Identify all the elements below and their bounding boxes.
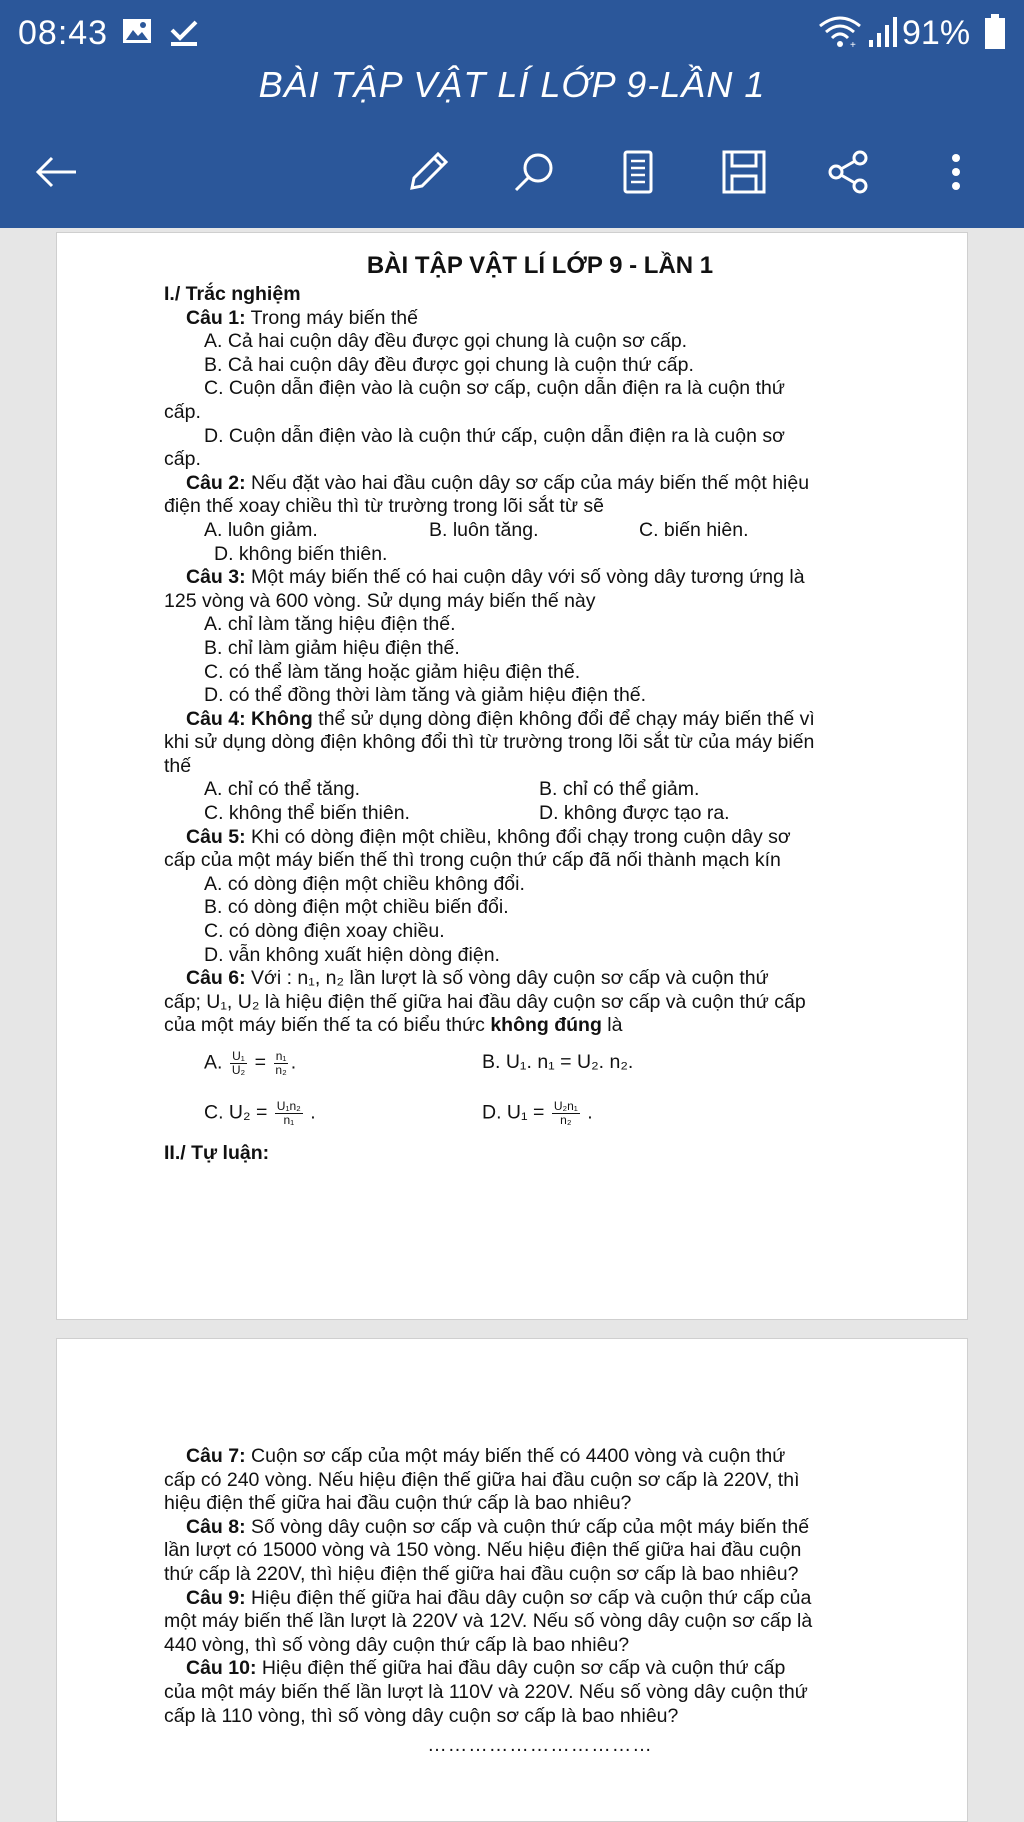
reading-view-button[interactable]: [602, 136, 674, 208]
signal-icon: [868, 16, 898, 48]
question-7: Câu 7: Cuộn sơ cấp của một máy biến thế có 4400 vòng và cuộn thứ: [186, 1445, 786, 1467]
question-9-cont2: 440 vòng, thì số vòng dây cuộn thứ cấp là bao nhiêu?: [164, 1633, 630, 1656]
q2-option-c: C. biến hiên.: [639, 518, 749, 541]
wifi-icon: [818, 14, 862, 50]
question-8-cont: lần lượt có 15000 vòng và 150 vòng. Nếu hiệu điện thế giữa hai đầu cuộn: [164, 1539, 802, 1562]
q3-option-a: A. chỉ làm tăng hiệu điện thế.: [204, 613, 456, 636]
question-label: Câu 6:: [186, 967, 246, 990]
battery-percent: 91%: [902, 14, 971, 52]
q6-option-a: A. $\frac{\text{U₁}}{\text{U₂}}$ = $\frac{\text{n₁}}{\text{n₂}}$ .: [204, 1048, 297, 1077]
save-icon: [720, 148, 768, 196]
question-1: Câu 1: Trong máy biến thế: [186, 306, 418, 329]
q5-option-c: C. có dòng điện xoay chiều.: [204, 920, 445, 943]
question-label: Câu 8:: [186, 1515, 246, 1538]
question-6-cont: cấp; U₁, U₂ là hiệu điện thế giữa hai đầu dây cuộn sơ cấp và cuộn thứ cấp: [164, 990, 806, 1013]
share-button[interactable]: [812, 136, 884, 208]
page-2-content: [164, 1445, 916, 1758]
question-10: Câu 10: Hiệu điện thế giữa hai đầu dây cuộn sơ cấp và cuộn thứ cấp: [186, 1657, 786, 1680]
document-page-2[interactable]: [56, 1338, 968, 1822]
more-vert-icon: [932, 148, 980, 196]
question-8-cont2: thứ cấp là 220V, thì hiệu điện thế giữa hai đầu cuộn sơ cấp là bao nhiêu?: [164, 1562, 799, 1585]
question-9: Câu 9: Hiệu điện thế giữa hai đầu dây cuộn sơ cấp và cuộn thứ cấp của: [186, 1586, 812, 1609]
question-label: Câu 10:: [186, 1657, 257, 1680]
question-7-cont: cấp có 240 vòng. Nếu hiệu điện thế giữa hai đầu cuộn sơ cấp là 220V, thì: [164, 1468, 800, 1491]
q6-options-row-2: [164, 1088, 916, 1138]
question-7-cont2: hiệu điện thế giữa hai đầu cuộn thứ cấp là bao nhiêu?: [164, 1492, 632, 1515]
download-done-icon: [168, 16, 200, 48]
question-label: Câu 2:: [186, 471, 246, 494]
q3-option-b: B. chỉ làm giảm hiệu điện thế.: [204, 636, 460, 659]
image-icon: [122, 18, 152, 44]
svg-text:+: +: [850, 40, 856, 50]
q1-option-d: D. Cuộn dẫn điện vào là cuộn thứ cấp, cuộn dẫn điện ra là cuộn sơ: [204, 424, 785, 447]
status-bar: [0, 0, 1024, 66]
q4-options-row-1: [164, 778, 916, 802]
fraction: $\frac{\text{U₁n₂}}{\text{n₁}}$: [276, 1098, 301, 1127]
question-2-cont: điện thế xoay chiều thì từ trường trong lõi sắt từ sẽ: [164, 495, 605, 518]
question-2: Câu 2: Nếu đặt vào hai đầu cuộn dây sơ cấp của máy biến thế một hiệu: [186, 471, 810, 494]
q1-option-b: B. Cả hai cuộn dây đều được gọi chung là cuộn thứ cấp.: [204, 353, 694, 376]
q5-option-d: D. vẫn không xuất hiện dòng điện.: [204, 943, 500, 966]
fraction: $\frac{\text{U₁}}{\text{U₂}}$: [231, 1048, 246, 1077]
document-page-1[interactable]: [56, 232, 968, 1320]
section-essay: II./ Tự luận:: [164, 1142, 270, 1164]
status-time: 08:43: [18, 14, 109, 52]
document-heading: BÀI TẬP VẬT LÍ LỚP 9 - LẦN 1: [366, 252, 714, 279]
q4-option-d: D. không được tạo ra.: [539, 802, 730, 825]
question-5: Câu 5: Khi có dòng điện một chiều, không đổi chạy trong cuộn dây sơ: [186, 825, 791, 848]
q4-option-a: A. chỉ có thể tăng.: [204, 778, 361, 801]
question-6-cont2: của một máy biến thế ta có biểu thức không đúng là: [164, 1014, 623, 1037]
page-1-content: [164, 251, 916, 1166]
q5-option-a: A. có dòng điện một chiều không đổi.: [204, 872, 525, 895]
question-3-cont: 125 vòng và 600 vòng. Sử dụng máy biến thế này: [164, 589, 596, 612]
question-5-cont: cấp của một máy biến thế thì trong cuộn thứ cấp đã nối thành mạch kín: [164, 849, 781, 872]
more-options-button[interactable]: [920, 136, 992, 208]
q4-option-b: B. chỉ có thể giảm.: [539, 778, 700, 801]
question-10-cont: của một máy biến thế lần lượt là 110V và 220V. Nếu số vòng dây cuộn thứ: [164, 1680, 808, 1703]
q4-options-row-2: [164, 802, 916, 826]
question-label: Câu 1:: [186, 306, 246, 329]
q2-option-d: D. không biến thiên.: [214, 542, 388, 565]
question-6: Câu 6: Với : n₁, n₂ lần lượt là số vòng dây cuộn sơ cấp và cuộn thứ: [186, 967, 769, 990]
q6-options-row-1: [164, 1038, 916, 1088]
fraction: $\frac{\text{U₂n₁}}{\text{n₂}}$: [553, 1098, 578, 1127]
share-icon: [824, 148, 872, 196]
app-bar: [0, 0, 1024, 228]
read-mode-icon: [614, 148, 662, 196]
question-3: Câu 3: Một máy biến thế có hai cuộn dây với số vòng dây tương ứng là: [186, 566, 805, 589]
q2-option-a: A. luôn giảm.: [204, 518, 318, 541]
q6-option-c: C. U₂ = $\frac{\text{U₁n₂}}{\text{n₁}}$ .: [204, 1098, 316, 1127]
q6-option-d: D. U₁ = $\frac{\text{U₂n₁}}{\text{n₂}}$ .: [482, 1098, 593, 1127]
edit-button[interactable]: [392, 136, 464, 208]
q5-option-b: B. có dòng điện một chiều biến đổi.: [204, 896, 509, 919]
q1-option-d-cont: cấp.: [164, 448, 201, 471]
q3-option-d: D. có thể đồng thời làm tăng và giảm hiệu điện thế.: [204, 684, 647, 707]
q2-option-b: B. luôn tăng.: [429, 518, 539, 541]
question-label: Câu 3:: [186, 566, 246, 589]
dotted-separator: ……………………………: [427, 1734, 653, 1757]
q2-options-row: [164, 519, 916, 543]
question-8: Câu 8: Số vòng dây cuộn sơ cấp và cuộn thứ cấp của một máy biến thế: [186, 1515, 810, 1538]
fraction: $\frac{\text{n₁}}{\text{n₂}}$: [275, 1048, 287, 1077]
q4-option-c: C. không thể biến thiên.: [204, 802, 410, 825]
question-label: Câu 5:: [186, 825, 246, 848]
save-button[interactable]: [708, 136, 780, 208]
section-multiple-choice: I./ Trắc nghiệm: [164, 283, 301, 305]
q1-option-c: C. Cuộn dẫn điện vào là cuộn sơ cấp, cuộn dẫn điện ra là cuộn thứ: [204, 377, 785, 400]
q1-option-a: A. Cả hai cuộn dây đều được gọi chung là cuộn sơ cấp.: [204, 330, 688, 353]
back-arrow-icon: [32, 148, 80, 196]
question-10-cont2: cấp là 110 vòng, thì số vòng dây cuộn sơ cấp là bao nhiêu?: [164, 1704, 679, 1727]
question-label: Câu 4:: [186, 707, 246, 730]
document-title: BÀI TẬP VẬT LÍ LỚP 9-LẦN 1: [258, 64, 766, 105]
find-button[interactable]: [498, 136, 570, 208]
question-4-cont2: thế: [164, 754, 192, 777]
question-9-cont: một máy biến thế lần lượt là 220V và 12V. Nếu số vòng dây cuộn sơ cấp là: [164, 1610, 813, 1633]
pencil-icon: [404, 148, 452, 196]
q6-option-b: B. U₁. n₁ = U₂. n₂.: [482, 1051, 634, 1074]
q3-option-c: C. có thể làm tăng hoặc giảm hiệu điện thế.: [204, 660, 581, 683]
q1-option-c-cont: cấp.: [164, 400, 201, 423]
battery-icon: [984, 14, 1006, 50]
back-button[interactable]: [20, 136, 92, 208]
question-4: Câu 4: Không thể sử dụng dòng điện không đổi để chạy máy biến thế vì: [186, 707, 815, 730]
question-4-cont: khi sử dụng dòng điện không đổi thì từ trường trong lõi sắt từ của máy biến: [164, 731, 815, 754]
question-label: Câu 7:: [186, 1445, 246, 1467]
toolbar: [0, 136, 1024, 220]
question-label: Câu 9:: [186, 1586, 246, 1609]
search-icon: [510, 148, 558, 196]
